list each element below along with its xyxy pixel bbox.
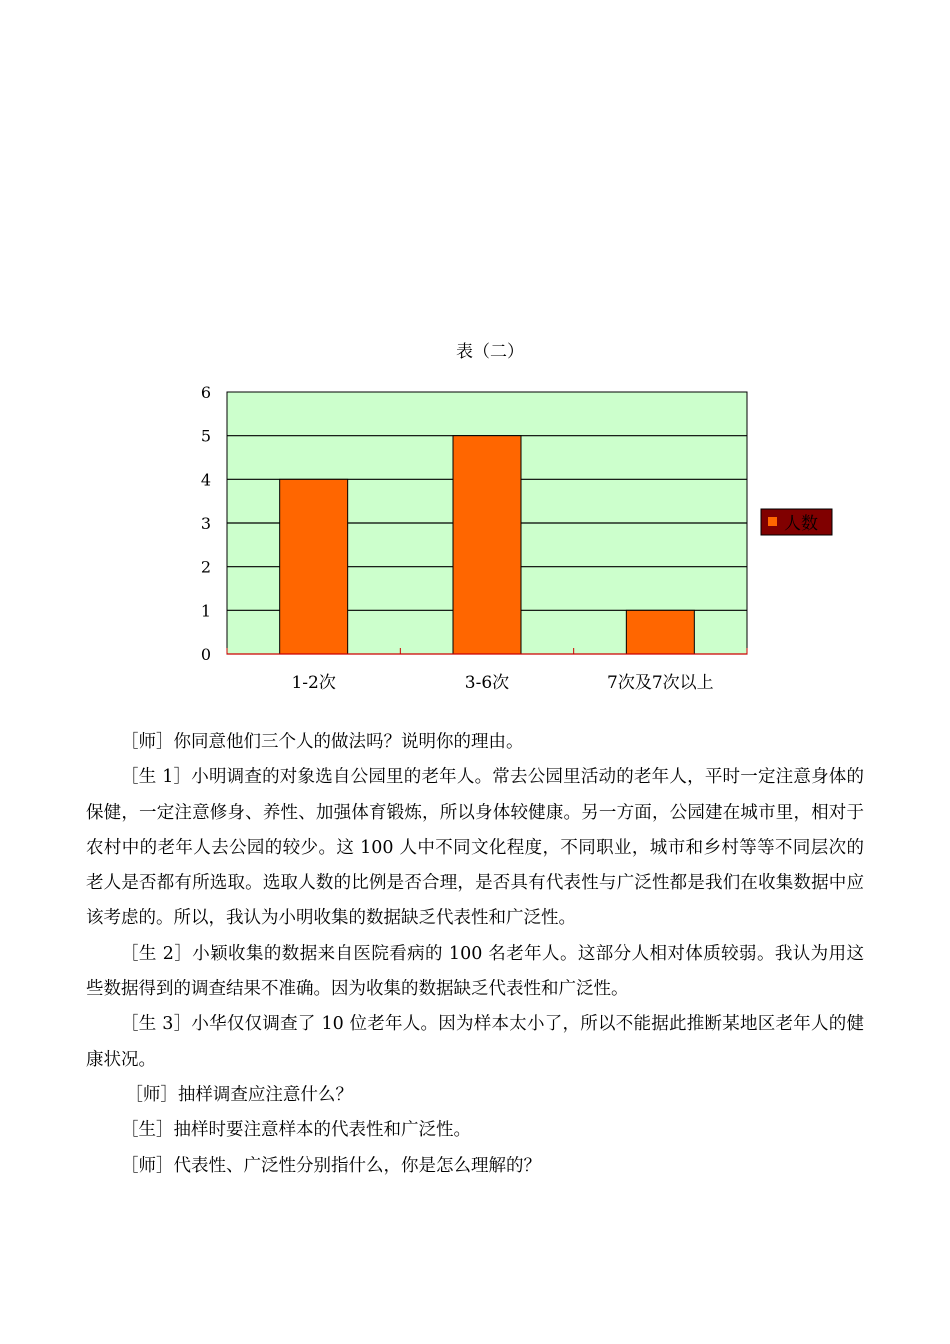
y-tick-label-3: 3 (200, 514, 211, 533)
bar-1 (280, 479, 348, 654)
legend-swatch (768, 517, 777, 526)
legend (761, 509, 832, 535)
y-tick-label-1: 1 (200, 601, 211, 621)
paragraph-teacher-sampling: ［师］抽样调查应注意什么？ (125, 1084, 353, 1105)
x-tick-label-2: 3-6次 (464, 673, 510, 693)
x-tick-labels (291, 673, 713, 693)
body-text (86, 725, 864, 1184)
y-tick-label-0: 0 (200, 645, 211, 664)
bar-2 (453, 436, 521, 654)
paragraph-student-1: ［生 1］小明调查的对象选自公园里的老年人。常去公园里活动的老年人，平时一定注意身体的保健，一定注意修身、养性、加强体育锻炼，所以身体较健康。另一方面，公园建在城市里，相对于农村中的老年人去公园的较少。这 100 人中不同文化程度，不同职业，城市和乡村等等不同层次的老人是否都有所选取。选取人数的比例是否合理，是否具有代表性与广泛性都是我们在收集数据中应该考虑的。所以，我认为小明收集的数据缺乏代表性和广泛性。 (86, 767, 864, 929)
y-tick-labels (201, 383, 211, 664)
paragraph-teacher-question: ［师］你同意他们三个人的做法吗？说明你的理由。 (121, 732, 524, 752)
x-tick-label-1: 1-2次 (291, 673, 336, 693)
x-tick-label-3: 7次及7次以上 (607, 673, 714, 693)
y-tick-label-2: 2 (200, 557, 211, 577)
y-tick-label-6: 6 (200, 383, 211, 402)
legend-label: 人数 (784, 514, 818, 534)
y-tick-label-4: 4 (200, 470, 211, 490)
y-tick-label-5: 5 (200, 426, 211, 446)
chart-title: 表（二） (456, 342, 524, 362)
paragraph-student-3: ［生 3］小华仅仅调查了 10 位老年人。因为样本太小了，所以不能据此推断某地区老年人的健康状况。 (86, 1014, 864, 1070)
paragraph-student-2: ［生 2］小颖收集的数据来自医院看病的 100 名老年人。这部分人相对体质较弱。我认为用这些数据得到的调查结果不准确。因为收集的数据缺乏代表性和广泛性。 (86, 943, 864, 1000)
bar-3 (626, 610, 694, 654)
paragraph-student-answer: ［生］抽样时要注意样本的代表性和广泛性。 (121, 1120, 471, 1141)
paragraph-teacher-followup: ［师］代表性、广泛性分别指什么，你是怎么理解的？ (121, 1155, 541, 1176)
